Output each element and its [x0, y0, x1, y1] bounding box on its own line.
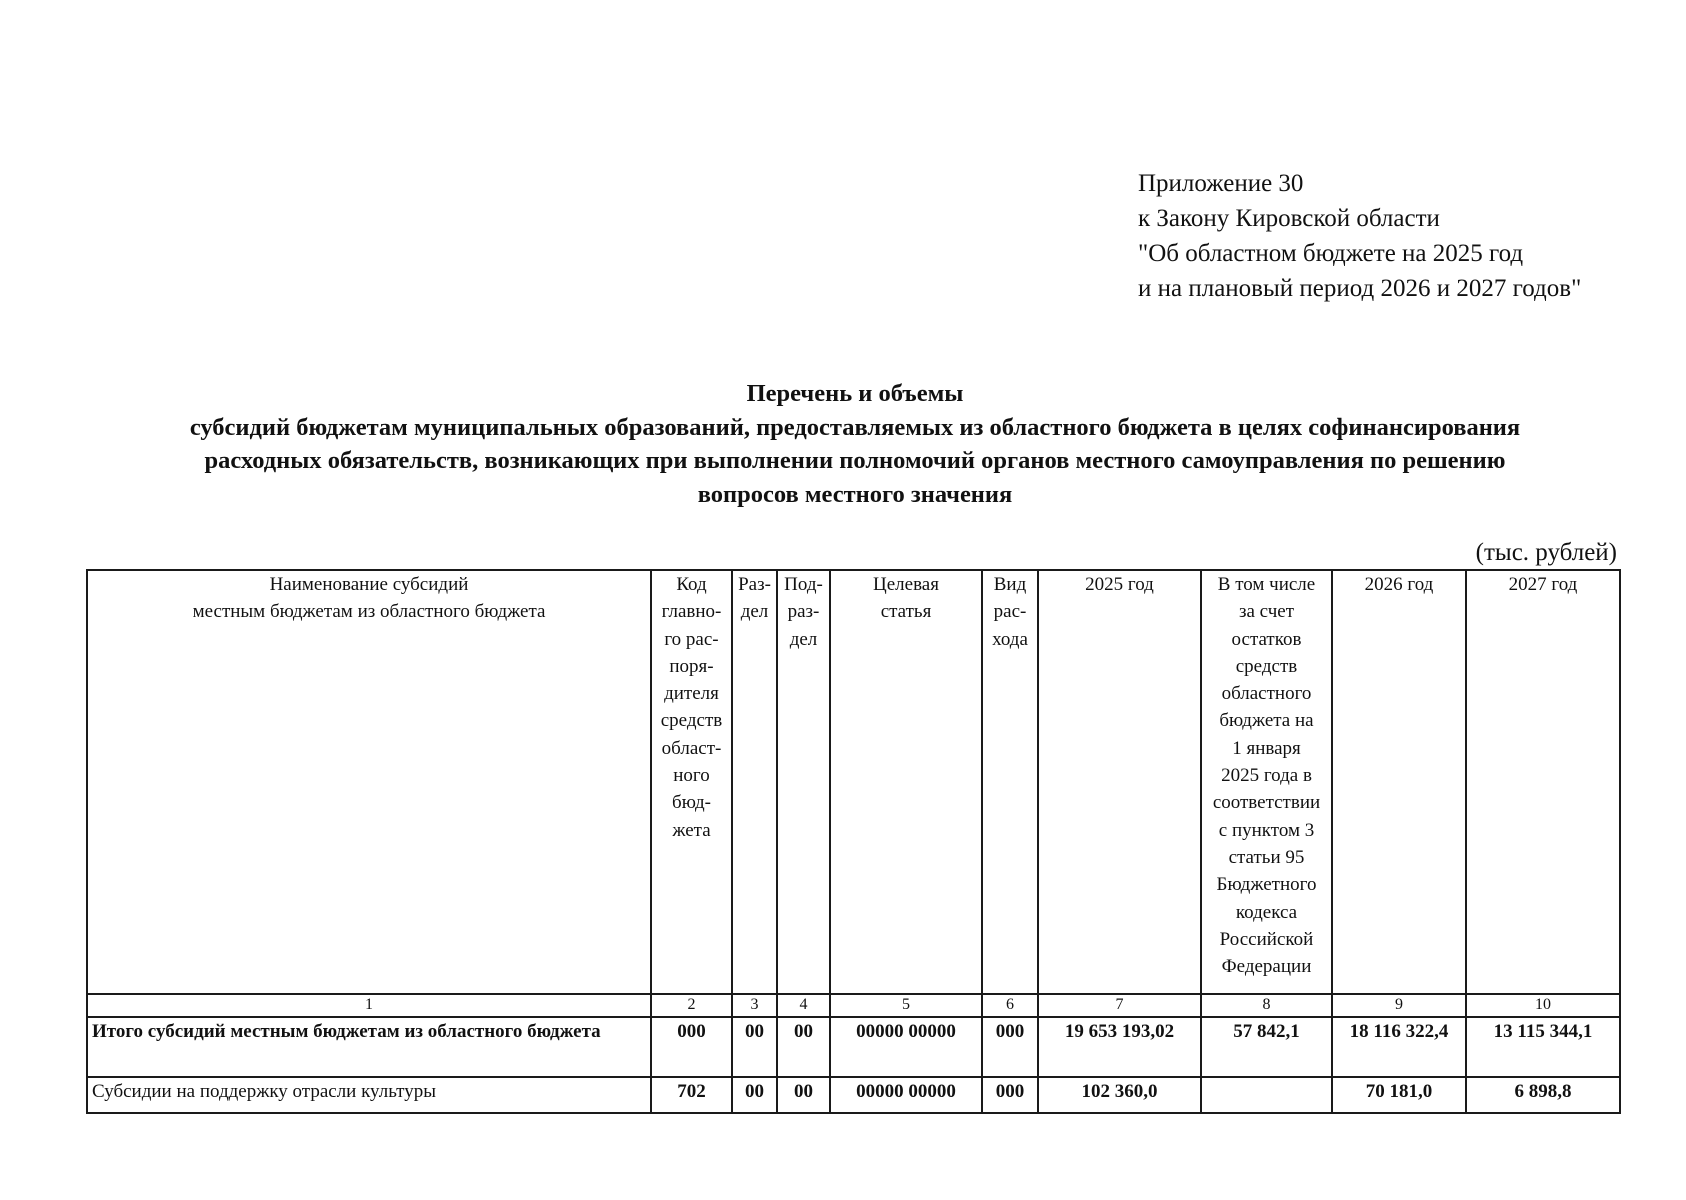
amount-2025-remainder [1201, 1077, 1332, 1113]
column-number: 6 [982, 994, 1038, 1017]
header-line: дел [789, 628, 818, 650]
amount-2025: 19 653 193,02 [1038, 1017, 1201, 1077]
header-line: бюд- [672, 792, 711, 814]
header-line: 2027 год [1508, 574, 1578, 595]
units-label: (тыс. рублей) [1475, 539, 1617, 566]
column-number: 5 [830, 994, 982, 1017]
column-number: 1 [87, 994, 651, 1017]
header-line: Код [676, 574, 707, 595]
header-line: област- [661, 737, 722, 759]
column-number: 8 [1201, 994, 1332, 1017]
document-title [86, 377, 1624, 511]
title-line: вопросов местного значения [697, 480, 1013, 508]
header-cell [732, 570, 777, 994]
subsection: 00 [777, 1077, 830, 1113]
header-line: хода [992, 628, 1028, 650]
header-line: рас- [993, 601, 1027, 623]
header-line: бюджета на [1219, 710, 1314, 732]
expense-type: 000 [982, 1077, 1038, 1113]
column-number: 9 [1332, 994, 1466, 1017]
header-cell [1038, 570, 1201, 994]
title-line: Перечень и объемы [746, 380, 964, 407]
appendix-line: Приложение 30 [1138, 170, 1304, 197]
amount-2025: 102 360,0 [1038, 1077, 1201, 1113]
header-line: 2025 год [1085, 574, 1154, 595]
header-line: дителя [664, 683, 719, 705]
header-line: Вид [993, 574, 1027, 595]
header-cell [1332, 570, 1466, 994]
amount-2027: 13 115 344,1 [1466, 1017, 1620, 1077]
header-line: ного [673, 765, 710, 787]
table-header-row [87, 570, 1620, 994]
header-line: статьи 95 [1228, 846, 1305, 868]
column-number-row [87, 994, 1620, 1017]
amount-2027: 6 898,8 [1466, 1077, 1620, 1113]
column-number: 3 [732, 994, 777, 1017]
header-line: соответствии [1212, 792, 1321, 814]
expense-type: 000 [982, 1017, 1038, 1077]
appendix-line: "Об областном бюджете на 2025 год [1138, 240, 1524, 267]
header-cell [1466, 570, 1620, 994]
title-line: субсидий бюджетам муниципальных образований, предоставляемых из областного бюджета в целях софинансирования [189, 413, 1521, 441]
header-cell [651, 570, 732, 994]
target-article: 00000 00000 [830, 1077, 982, 1113]
subsidy-name: Итого субсидий местным бюджетам из областного бюджета [87, 1017, 651, 1077]
header-line: с пунктом 3 [1218, 819, 1315, 841]
amount-2026: 18 116 322,4 [1332, 1017, 1466, 1077]
header-line: го рас- [664, 628, 719, 650]
header-line: Наименование субсидий [269, 574, 469, 595]
table-row [87, 1077, 1620, 1113]
header-line: кодекса [1235, 901, 1298, 923]
header-line: Федерации [1221, 956, 1312, 978]
subsection: 00 [777, 1017, 830, 1077]
title-line: расходных обязательств, возникающих при выполнении полномочий органов местного самоуправления по решению [204, 447, 1506, 474]
header-line: 1 января [1232, 737, 1301, 759]
column-number: 2 [651, 994, 732, 1017]
column-number: 7 [1038, 994, 1201, 1017]
header-line: Под- [784, 574, 823, 595]
amount-2025-remainder: 57 842,1 [1201, 1017, 1332, 1077]
header-cell [777, 570, 830, 994]
header-line: 2026 год [1364, 574, 1434, 595]
admin-code: 702 [651, 1077, 732, 1113]
subsidies-table [86, 569, 1621, 1114]
header-cell [982, 570, 1038, 994]
header-line: раз- [787, 601, 820, 623]
appendix-line: к Закону Кировской области [1138, 205, 1440, 232]
header-cell [87, 570, 651, 994]
header-line: Бюджетного [1216, 874, 1317, 896]
header-line: Раз- [738, 574, 771, 595]
header-line: средств [1235, 655, 1298, 677]
column-number: 10 [1466, 994, 1620, 1017]
header-line: дел [740, 601, 769, 623]
header-line: средств [660, 710, 723, 732]
header-line: поря- [669, 655, 714, 677]
admin-code: 000 [651, 1017, 732, 1077]
header-line: статья [880, 601, 932, 623]
header-line: главно- [661, 601, 722, 623]
header-cell [830, 570, 982, 994]
column-number: 4 [777, 994, 830, 1017]
target-article: 00000 00000 [830, 1017, 982, 1077]
section: 00 [732, 1077, 777, 1113]
header-line: 2025 года в [1221, 765, 1312, 787]
header-cell [1201, 570, 1332, 994]
header-line: Российской [1219, 928, 1314, 950]
amount-2026: 70 181,0 [1332, 1077, 1466, 1113]
header-line: жета [672, 819, 711, 841]
header-line: областного [1221, 683, 1312, 705]
header-line: за счет [1238, 601, 1295, 623]
subsidy-name: Субсидии на поддержку отрасли культуры [87, 1077, 651, 1113]
header-line: остатков [1231, 628, 1302, 650]
appendix-note [1138, 166, 1581, 306]
header-line: В том числе [1217, 574, 1316, 595]
table-row-total [87, 1017, 1620, 1077]
appendix-line: и на плановый период 2026 и 2027 годов" [1138, 275, 1582, 302]
header-line: местным бюджетам из областного бюджета [192, 601, 546, 623]
section: 00 [732, 1017, 777, 1077]
header-line: Целевая [873, 574, 939, 595]
